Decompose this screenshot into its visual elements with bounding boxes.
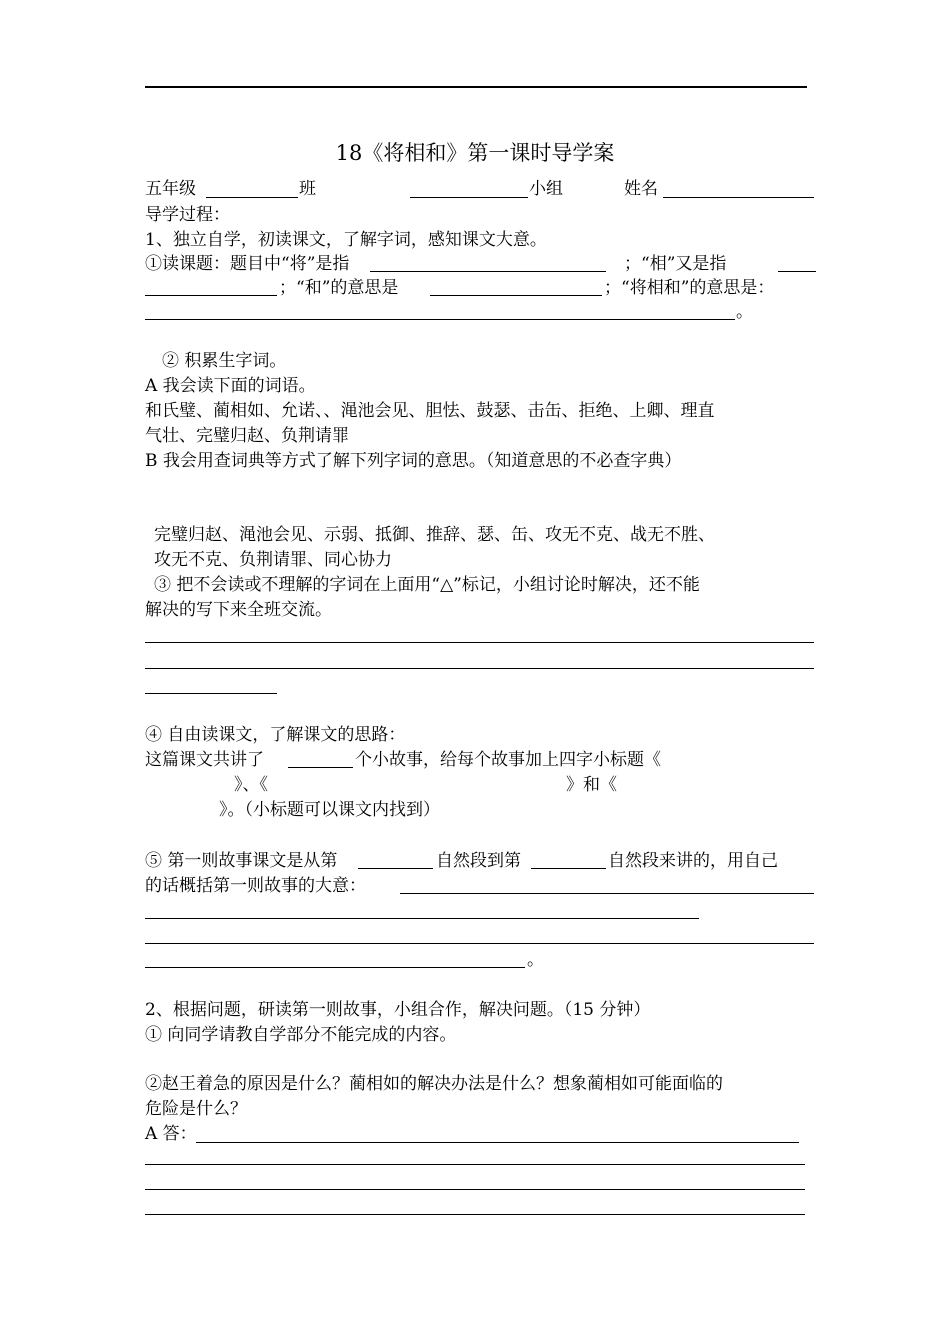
q4-text-b: 个小故事，给每个故事加上四字小标题《 — [355, 750, 661, 770]
summary-blank-1[interactable] — [400, 893, 814, 894]
q1-text-b: ；“相”又是指 — [624, 254, 727, 274]
q2-a-label: A 我会读下面的词语。 — [145, 376, 316, 396]
xiang-meaning-blank-1[interactable] — [778, 271, 816, 272]
q4-text-d: 》。（小标题可以课文内找到） — [219, 800, 440, 820]
answer-line-3[interactable] — [145, 1189, 805, 1190]
section1-heading: 1、独立自学，初读课文，了解字词，感知课文大意。 — [145, 230, 547, 250]
start-paragraph-blank[interactable] — [358, 868, 433, 869]
q5-text-a: ⑤ 第一则故事课文是从第 — [145, 851, 338, 871]
story-count-blank[interactable] — [288, 767, 353, 768]
xiang-meaning-blank-2[interactable] — [145, 295, 277, 296]
q5-text-c: 自然段来讲的，用自己 — [608, 851, 778, 871]
q1-text-d: ；“将相和”的意思是： — [604, 278, 775, 298]
q5-text-b: 自然段到第 — [436, 851, 521, 871]
section2-q1: ① 向同学请教自学部分不能完成的内容。 — [145, 1025, 457, 1045]
he-meaning-blank[interactable] — [430, 295, 602, 296]
q3-answer-line-2[interactable] — [145, 668, 814, 669]
q3-line2: 解决的写下来全班交流。 — [145, 600, 332, 620]
q4-text-a: 这篇课文共讲了 — [145, 750, 264, 770]
q2-a-words-line2: 气壮、完璧归赵、负荆请罪 — [145, 426, 349, 446]
q2-a-words-line1: 和氏璧、蔺相如、允诺、、渑池会见、胆怯、鼓瑟、击缶、拒绝、上卿、理直 — [145, 401, 715, 421]
q3-answer-line-1[interactable] — [145, 642, 814, 643]
grade-label: 五年级 — [145, 179, 196, 199]
q4-text-c2: 》和《 — [566, 775, 617, 795]
summary-blank-2[interactable] — [145, 918, 699, 919]
q2-b-words-line2: 攻无不克、负荆请罪、同心协力 — [154, 550, 392, 570]
jiang-meaning-blank[interactable] — [370, 271, 606, 272]
class-label: 班 — [299, 179, 316, 199]
answer-line-1[interactable] — [196, 1142, 799, 1143]
q4-text-c1: 》、《 — [234, 775, 268, 795]
name-label: 姓名 — [624, 179, 658, 199]
top-rule — [145, 86, 807, 88]
name-blank[interactable] — [663, 197, 814, 198]
q1-text-c: ；“和”的意思是 — [279, 278, 399, 298]
q4-heading: ④ 自由读课文，了解课文的思路： — [145, 725, 406, 745]
group-blank[interactable] — [410, 197, 528, 198]
group-label: 小组 — [529, 179, 563, 199]
answer-label: A 答： — [145, 1124, 197, 1144]
q3-answer-line-3[interactable] — [145, 693, 277, 694]
summary-blank-3[interactable] — [145, 943, 814, 944]
answer-line-2[interactable] — [145, 1164, 805, 1165]
grade-blank[interactable] — [206, 197, 298, 198]
section2-heading: 2、根据问题，研读第一则故事，小组合作，解决问题。（15 分钟） — [145, 1000, 651, 1020]
q2-b-words-line1: 完璧归赵、渑池会见、示弱、抵御、推辞、瑟、缶、攻无不克、战无不胜、 — [154, 525, 715, 545]
q2-b-label: B 我会用查词典等方式了解下列字词的意思。（知道意思的不必查字典） — [145, 451, 682, 471]
page-title: 18《将相和》第一课时导学案 — [335, 141, 615, 165]
section2-q2-line2: 危险是什么？ — [145, 1099, 247, 1119]
summary-blank-4[interactable] — [145, 967, 525, 968]
q1-end: 。 — [736, 302, 753, 322]
q3-line1: ③ 把不会读或不理解的字词在上面用“△”标记，小组讨论时解决，还不能 — [154, 575, 700, 595]
q5-end: 。 — [527, 950, 544, 970]
answer-line-4[interactable] — [145, 1214, 805, 1215]
end-paragraph-blank[interactable] — [531, 868, 606, 869]
process-label: 导学过程： — [145, 205, 230, 225]
q5-text-d: 的话概括第一则故事的大意： — [145, 876, 366, 896]
section2-q2-line1: ②赵王着急的原因是什么？蔺相如的解决办法是什么？想象蔺相如可能面临的 — [145, 1074, 723, 1094]
title-meaning-blank[interactable] — [145, 319, 735, 320]
q2-heading: ② 积累生字词。 — [162, 351, 287, 371]
q1-text-a: ①读课题：题目中“将”是指 — [145, 254, 350, 274]
